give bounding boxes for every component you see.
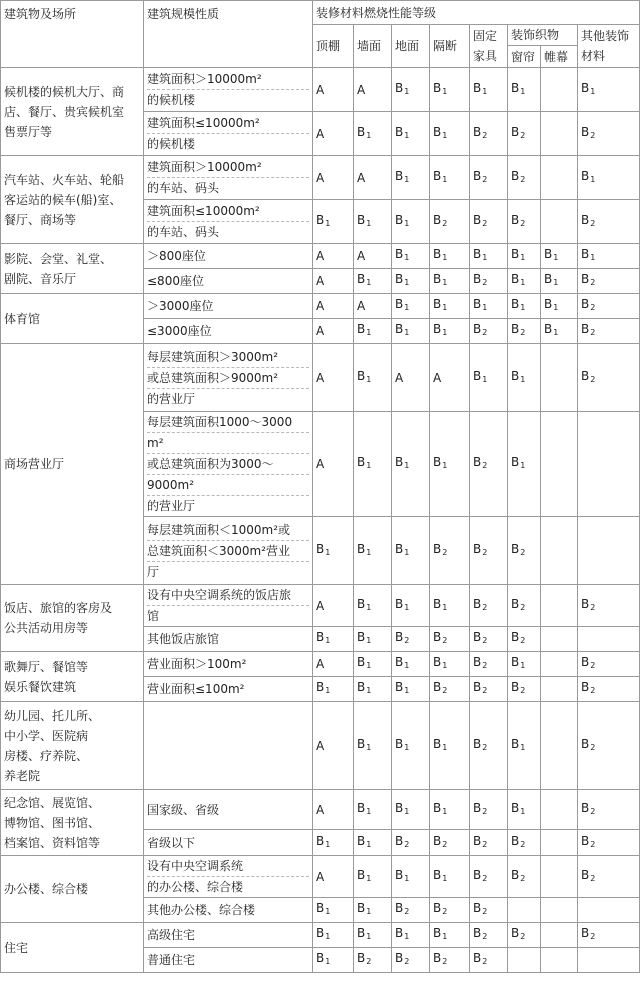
grade-cell <box>541 923 578 948</box>
grade-cell: B1 <box>430 585 470 627</box>
grade-cell: B2 <box>508 585 541 627</box>
header-fixed-furniture: 固定家具 <box>470 25 508 68</box>
grade-cell: B1 <box>313 898 354 923</box>
grade-cell: B1 <box>508 269 541 294</box>
grade-cell: B1 <box>354 790 392 830</box>
grade-cell: B1 <box>354 702 392 790</box>
grade-cell <box>541 68 578 112</box>
scale-line: 设有中央空调系统的饭店旅 <box>147 585 309 606</box>
place-cell <box>1 790 144 856</box>
grade-cell: B1 <box>392 923 430 948</box>
grade-cell: B2 <box>508 627 541 652</box>
scale-cell <box>144 677 313 702</box>
place-line: 房楼、疗养院、 <box>4 748 89 763</box>
grade-cell: B1 <box>354 923 392 948</box>
grade-cell: B1 <box>430 923 470 948</box>
grade-cell: B1 <box>392 652 430 677</box>
grade-cell: B1 <box>541 244 578 269</box>
place-line: 售票厅等 <box>4 124 53 139</box>
grade-cell: B1 <box>508 412 541 517</box>
grade-cell: A <box>354 244 392 269</box>
grade-cell: B1 <box>430 294 470 319</box>
header-partition: 隔断 <box>430 25 470 68</box>
grade-cell: B2 <box>470 412 508 517</box>
scale-line: ≤800座位 <box>147 274 204 288</box>
grade-cell: B1 <box>541 294 578 319</box>
scale-cell <box>144 156 313 200</box>
scale-cell <box>144 68 313 112</box>
grade-cell <box>541 702 578 790</box>
scale-cell <box>144 830 313 856</box>
scale-line: 其他办公楼、综合楼 <box>147 903 256 917</box>
header-decor-fabric: 装饰织物 <box>508 25 578 46</box>
grade-cell: B1 <box>470 244 508 269</box>
grade-cell: B2 <box>470 112 508 156</box>
grade-cell: B1 <box>392 294 430 319</box>
grade-cell: B2 <box>578 344 640 412</box>
place-line: 中小学、医院病 <box>4 728 89 743</box>
scale-cell <box>144 652 313 677</box>
grade-cell <box>541 412 578 517</box>
scale-line: 每层建筑面积＞3000m² <box>147 347 309 368</box>
grade-cell: B2 <box>392 898 430 923</box>
place-line: 娱乐餐饮建筑 <box>4 679 77 694</box>
grade-cell: B2 <box>470 923 508 948</box>
grade-cell: B1 <box>430 68 470 112</box>
grade-cell: A <box>313 585 354 627</box>
grade-cell: B2 <box>470 269 508 294</box>
grade-cell: B2 <box>470 627 508 652</box>
place-line: 体育馆 <box>4 311 41 326</box>
grade-cell <box>578 412 640 517</box>
grade-cell: B2 <box>470 790 508 830</box>
grade-cell: B1 <box>392 517 430 585</box>
grade-cell: B1 <box>313 923 354 948</box>
grade-cell: B2 <box>470 830 508 856</box>
grade-cell: B2 <box>578 112 640 156</box>
scale-line: 普通住宅 <box>147 953 196 967</box>
grade-cell: A <box>313 294 354 319</box>
grade-cell: B1 <box>470 344 508 412</box>
scale-line: 厅 <box>147 564 160 579</box>
grade-cell: B2 <box>470 517 508 585</box>
grade-cell: B1 <box>508 68 541 112</box>
grade-cell: B1 <box>392 156 430 200</box>
place-line: 影院、会堂、礼堂、 <box>4 251 113 266</box>
grade-cell: B1 <box>392 412 430 517</box>
grade-cell: B1 <box>430 652 470 677</box>
table-row <box>1 585 640 627</box>
grade-cell: B1 <box>392 200 430 244</box>
grade-cell <box>508 898 541 923</box>
header-curtain: 窗帘 <box>508 46 541 68</box>
grade-cell: B2 <box>508 923 541 948</box>
grade-cell: A <box>313 856 354 898</box>
scale-line: ≤3000座位 <box>147 324 212 338</box>
grade-cell: B2 <box>430 517 470 585</box>
place-line: 客运站的候车(船)室、 <box>4 192 122 207</box>
grade-cell: B1 <box>470 294 508 319</box>
scale-cell <box>144 412 313 517</box>
place-line: 养老院 <box>4 768 41 783</box>
grade-cell: A <box>313 790 354 830</box>
grade-cell: B1 <box>578 156 640 200</box>
grade-cell: B1 <box>313 627 354 652</box>
scale-line: 的候机楼 <box>147 137 196 151</box>
place-cell <box>1 344 144 585</box>
grade-cell: B1 <box>313 948 354 973</box>
grade-cell <box>541 652 578 677</box>
grade-cell: B2 <box>578 702 640 790</box>
scale-line: 营业面积≤100m² <box>147 682 245 696</box>
place-line: 办公楼、综合楼 <box>4 882 89 896</box>
scale-line: 建筑面积＞10000m² <box>147 69 309 90</box>
grade-cell: B2 <box>430 898 470 923</box>
place-cell <box>1 856 144 923</box>
grade-cell: A <box>354 68 392 112</box>
grade-cell: B1 <box>430 702 470 790</box>
place-cell <box>1 244 144 294</box>
grade-cell: B2 <box>508 112 541 156</box>
scale-line: 其他饭店旅馆 <box>147 632 220 646</box>
place-line: 纪念馆、展览馆、 <box>4 795 101 810</box>
scale-cell <box>144 344 313 412</box>
scale-line: 馆 <box>147 609 160 623</box>
grade-cell: B2 <box>578 585 640 627</box>
grade-cell: B1 <box>354 856 392 898</box>
grade-cell: A <box>354 156 392 200</box>
scale-line: 的营业厅 <box>147 391 196 406</box>
grade-cell: B1 <box>541 319 578 344</box>
scale-line: 的办公楼、综合楼 <box>147 880 244 894</box>
grade-cell <box>578 627 640 652</box>
scale-line: 建筑面积＞10000m² <box>147 157 309 178</box>
grade-cell: B1 <box>392 269 430 294</box>
table-body <box>1 68 640 973</box>
grade-cell: B1 <box>508 244 541 269</box>
scale-cell <box>144 856 313 898</box>
header-drape: 帷幕 <box>541 46 578 68</box>
place-line: 博物馆、图书馆、 <box>4 815 101 830</box>
grade-cell: B1 <box>392 319 430 344</box>
grade-cell: B2 <box>470 702 508 790</box>
grade-cell: B1 <box>578 68 640 112</box>
grade-cell: B2 <box>470 200 508 244</box>
grade-cell: B1 <box>430 319 470 344</box>
scale-line: 总建筑面积＜3000m²营业 <box>147 541 309 562</box>
place-cell <box>1 652 144 702</box>
grade-cell: B2 <box>578 856 640 898</box>
grade-cell: B2 <box>392 830 430 856</box>
scale-line: 国家级、省级 <box>147 802 220 817</box>
grade-cell: B1 <box>354 898 392 923</box>
scale-cell <box>144 948 313 973</box>
place-cell <box>1 156 144 244</box>
grade-cell: A <box>313 702 354 790</box>
place-line: 歌舞厅、餐馆等 <box>4 659 89 674</box>
grade-cell: B2 <box>508 319 541 344</box>
scale-cell <box>144 112 313 156</box>
grade-cell: B2 <box>578 652 640 677</box>
grade-cell: B1 <box>430 412 470 517</box>
scale-cell <box>144 790 313 830</box>
table-row <box>1 156 640 200</box>
grade-cell: A <box>313 319 354 344</box>
grade-cell: B1 <box>354 200 392 244</box>
header-floor: 地面 <box>392 25 430 68</box>
grade-cell: B2 <box>578 923 640 948</box>
grade-cell: B2 <box>392 627 430 652</box>
scale-line: 9000m² <box>147 475 309 496</box>
grade-cell: B1 <box>430 244 470 269</box>
scale-cell <box>144 898 313 923</box>
grade-cell: B1 <box>508 344 541 412</box>
grade-cell: A <box>313 156 354 200</box>
place-line: 饭店、旅馆的客房及 <box>4 601 113 615</box>
grade-cell: B2 <box>430 830 470 856</box>
grade-cell <box>541 344 578 412</box>
scale-line: 每层建筑面积＜1000m²或 <box>147 520 309 541</box>
grade-cell: B2 <box>430 200 470 244</box>
grade-cell: B1 <box>392 585 430 627</box>
grade-cell: A <box>313 344 354 412</box>
place-line: 汽车站、火车站、轮船 <box>4 172 125 187</box>
grade-cell: B1 <box>392 856 430 898</box>
place-line: 店、餐厅、贵宾候机室 <box>4 104 125 119</box>
grade-cell: B1 <box>354 585 392 627</box>
grade-cell: B1 <box>392 112 430 156</box>
scale-cell <box>144 319 313 344</box>
place-line: 剧院、音乐厅 <box>4 271 77 286</box>
grade-cell: B1 <box>392 244 430 269</box>
grade-cell: B2 <box>470 856 508 898</box>
grade-cell: B2 <box>354 948 392 973</box>
grade-cell: B2 <box>508 517 541 585</box>
header-ceiling: 顶棚 <box>313 25 354 68</box>
grade-cell: A <box>313 269 354 294</box>
grade-cell: B2 <box>470 585 508 627</box>
place-line: 餐厅、商场等 <box>4 212 77 227</box>
grade-cell <box>541 156 578 200</box>
grade-cell: B1 <box>430 856 470 898</box>
scale-line: m² <box>147 433 309 454</box>
scale-cell <box>144 244 313 269</box>
grade-cell: B1 <box>578 244 640 269</box>
place-cell <box>1 68 144 156</box>
grade-cell <box>541 517 578 585</box>
scale-cell <box>144 923 313 948</box>
table-row <box>1 652 640 677</box>
grade-cell: B2 <box>430 948 470 973</box>
grade-cell <box>541 856 578 898</box>
scale-line: 的营业厅 <box>147 499 196 513</box>
grade-cell: B1 <box>392 677 430 702</box>
grade-cell: A <box>392 344 430 412</box>
grade-cell: B1 <box>354 344 392 412</box>
table-row <box>1 702 640 790</box>
grade-cell: B1 <box>354 412 392 517</box>
grade-cell: A <box>313 652 354 677</box>
grade-cell: B2 <box>508 856 541 898</box>
grade-cell: B1 <box>508 790 541 830</box>
grade-cell: B1 <box>508 702 541 790</box>
place-cell <box>1 702 144 790</box>
place-line: 候机楼的候机大厅、商 <box>4 84 125 99</box>
scale-line: 营业面积＞100m² <box>147 657 247 671</box>
place-line: 幼儿园、托儿所、 <box>4 708 101 723</box>
grade-cell: B1 <box>313 830 354 856</box>
grade-cell <box>541 948 578 973</box>
grade-cell: A <box>313 244 354 269</box>
grade-cell <box>541 627 578 652</box>
scale-line: 每层建筑面积1000～3000 <box>147 412 309 433</box>
scale-cell <box>144 702 313 790</box>
scale-cell <box>144 269 313 294</box>
grade-cell: A <box>313 68 354 112</box>
scale-line: 或总建筑面积＞9000m² <box>147 368 309 389</box>
scale-cell <box>144 627 313 652</box>
grade-cell: A <box>313 112 354 156</box>
grade-cell: B1 <box>313 677 354 702</box>
scale-line: 设有中央空调系统 <box>147 856 309 877</box>
place-line: 档案馆、资料馆等 <box>4 835 101 850</box>
table-row <box>1 244 640 269</box>
grade-cell: B1 <box>354 517 392 585</box>
grade-cell <box>578 517 640 585</box>
grade-cell: B2 <box>470 677 508 702</box>
grade-cell: B2 <box>470 319 508 344</box>
grade-cell: B2 <box>578 294 640 319</box>
grade-cell <box>508 948 541 973</box>
grade-cell: B1 <box>354 319 392 344</box>
scale-line: 高级住宅 <box>147 928 196 942</box>
grade-cell: B1 <box>354 652 392 677</box>
grade-cell <box>541 790 578 830</box>
place-cell <box>1 294 144 344</box>
table-row <box>1 856 640 898</box>
grade-cell: B1 <box>508 294 541 319</box>
grade-cell: B2 <box>508 677 541 702</box>
grade-cell: B2 <box>578 677 640 702</box>
grade-cell: B1 <box>392 790 430 830</box>
scale-cell <box>144 200 313 244</box>
grade-cell: B1 <box>470 68 508 112</box>
scale-line: ＞800座位 <box>147 249 206 263</box>
grade-cell: B1 <box>430 790 470 830</box>
grade-cell: B2 <box>430 627 470 652</box>
scale-cell <box>144 517 313 585</box>
grade-cell: B1 <box>354 830 392 856</box>
place-cell <box>1 585 144 652</box>
grade-cell: B2 <box>508 200 541 244</box>
header-group-title: 装修材料燃烧性能等级 <box>313 1 640 25</box>
place-line: 住宅 <box>4 940 29 955</box>
grade-cell: B2 <box>430 677 470 702</box>
grade-cell: B1 <box>354 112 392 156</box>
grade-cell: B2 <box>470 898 508 923</box>
scale-line: 的车站、码头 <box>147 225 220 239</box>
grade-cell: A <box>354 294 392 319</box>
grade-cell: B2 <box>470 948 508 973</box>
place-line: 商场营业厅 <box>4 457 65 471</box>
grade-cell <box>578 948 640 973</box>
scale-line: 的候机楼 <box>147 93 196 107</box>
grade-cell: B2 <box>392 948 430 973</box>
grade-cell: B1 <box>430 112 470 156</box>
table-row <box>1 923 640 948</box>
scale-cell <box>144 294 313 319</box>
scale-line: 省级以下 <box>147 835 196 850</box>
grade-cell: B2 <box>578 200 640 244</box>
grade-cell <box>541 830 578 856</box>
grade-cell <box>541 677 578 702</box>
header-place: 建筑物及场所 <box>1 1 144 68</box>
grade-cell: B2 <box>470 156 508 200</box>
header-wall: 墙面 <box>354 25 392 68</box>
grade-cell: B1 <box>508 652 541 677</box>
grade-cell: B1 <box>354 269 392 294</box>
table-row <box>1 68 640 112</box>
table-row <box>1 344 640 412</box>
grade-cell: B2 <box>470 652 508 677</box>
grade-cell: B2 <box>578 269 640 294</box>
header-scale: 建筑规模性质 <box>144 1 313 68</box>
grade-cell <box>578 898 640 923</box>
scale-line: 建筑面积≤10000m² <box>147 201 309 222</box>
grade-cell <box>541 898 578 923</box>
grade-cell: B2 <box>578 319 640 344</box>
header-other: 其他装饰材料 <box>578 25 640 68</box>
table-row <box>1 294 640 319</box>
grade-cell: A <box>430 344 470 412</box>
grade-cell: B1 <box>354 627 392 652</box>
grade-cell <box>541 112 578 156</box>
scale-cell <box>144 585 313 627</box>
grade-cell: B1 <box>313 200 354 244</box>
grade-cell: B1 <box>392 68 430 112</box>
grade-cell: B2 <box>508 156 541 200</box>
grade-cell: B2 <box>578 830 640 856</box>
scale-line: ＞3000座位 <box>147 299 214 313</box>
grade-cell: A <box>313 412 354 517</box>
scale-line: 或总建筑面积为3000～ <box>147 454 309 475</box>
scale-line: 建筑面积≤10000m² <box>147 113 309 134</box>
scale-line: 的车站、码头 <box>147 181 220 195</box>
grade-cell: B1 <box>354 677 392 702</box>
grade-cell: B1 <box>430 156 470 200</box>
grade-cell <box>541 585 578 627</box>
table-row <box>1 790 640 830</box>
grade-cell: B1 <box>430 269 470 294</box>
grade-cell: B1 <box>313 517 354 585</box>
grade-cell: B1 <box>541 269 578 294</box>
grade-cell: B2 <box>508 830 541 856</box>
place-line: 公共活动用房等 <box>4 621 89 635</box>
grade-cell: B2 <box>578 790 640 830</box>
grade-cell: B1 <box>392 702 430 790</box>
grade-cell <box>541 200 578 244</box>
place-cell <box>1 923 144 973</box>
